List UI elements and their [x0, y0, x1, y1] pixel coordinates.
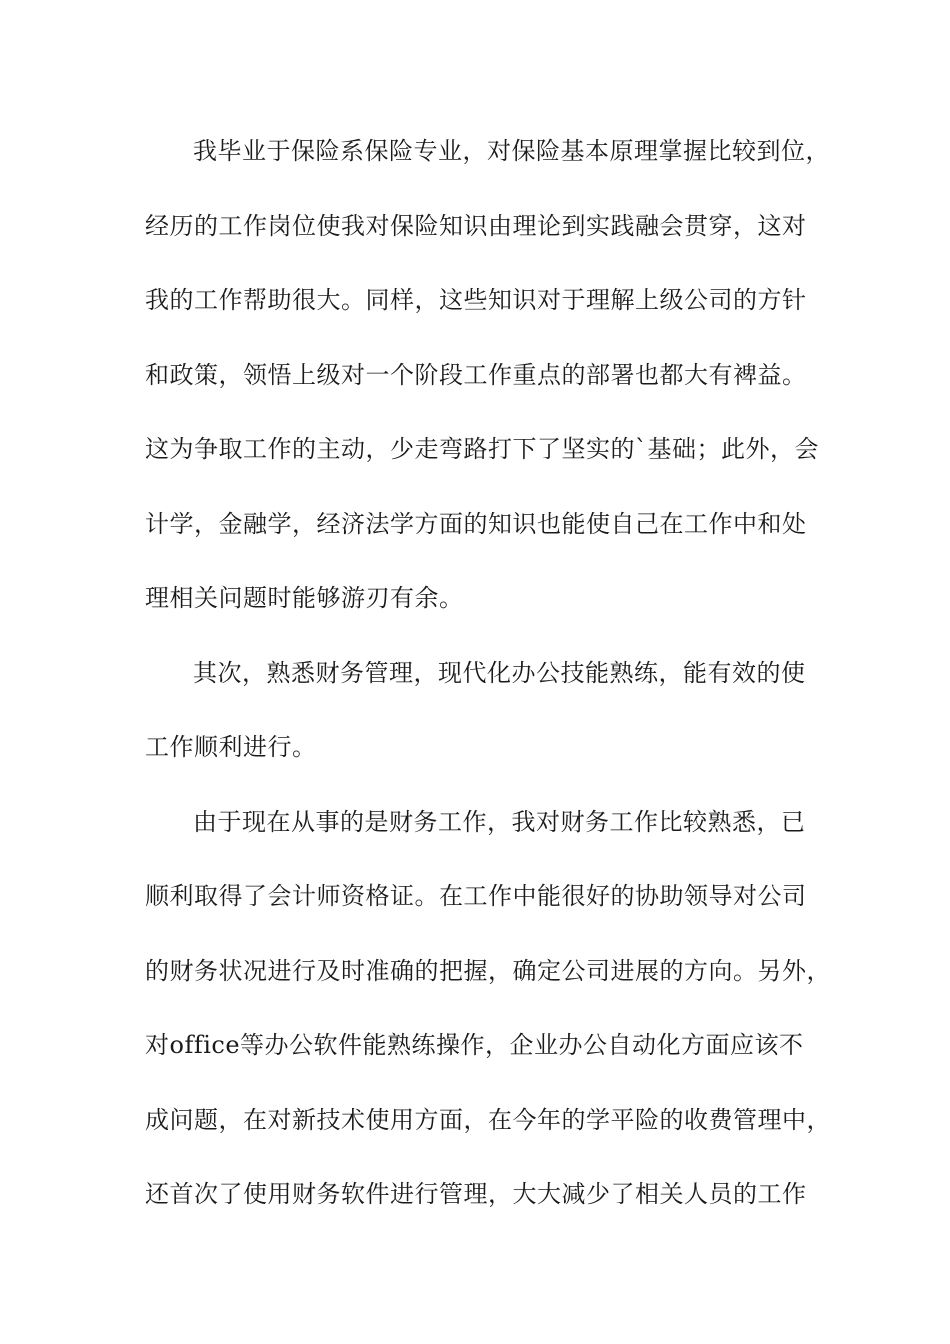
paragraph-line: 经历的工作岗位使我对保险知识由理论到实践融会贯穿，这对: [145, 211, 807, 240]
paragraph-line: 这为争取工作的主动，少走弯路打下了坚实的`基础；此外，会: [145, 435, 819, 463]
paragraph-line: 对office等办公软件能熟练操作，企业办公自动化方面应该不: [145, 1031, 804, 1059]
paragraph-line: 成问题，在对新技术使用方面，在今年的学平险的收费管理中，: [145, 1105, 831, 1134]
paragraph-line: 由于现在从事的是财务工作，我对财务工作比较熟悉，已: [193, 807, 806, 836]
paragraph-line: 理相关问题时能够游刃有余。: [145, 584, 464, 612]
document-body: [145, 126, 835, 1244]
paragraph-line: 和政策，领悟上级对一个阶段工作重点的部署也都大有裨益。: [145, 360, 807, 389]
paragraph-line: 顺利取得了会计师资格证。在工作中能很好的协助领导对公司: [145, 882, 807, 910]
paragraph-line: 我的工作帮助很大。同样，这些知识对于理解上级公司的方针: [145, 286, 807, 314]
paragraph-line: 工作顺利进行。: [145, 733, 317, 761]
paragraph-line: 我毕业于保险系保险专业，对保险基本原理掌握比较到位，: [193, 137, 830, 165]
paragraph-line: 还首次了使用财务软件进行管理，大大减少了相关人员的工作: [145, 1180, 807, 1208]
paragraph-line: 计学，金融学，经济法学方面的知识也能使自己在工作中和处: [145, 509, 807, 538]
paragraph-line: 的财务状况进行及时准确的把握，确定公司进展的方向。另外，: [145, 956, 831, 985]
paragraph-line: 其次，熟悉财务管理，现代化办公技能熟练，能有效的使: [193, 658, 806, 687]
